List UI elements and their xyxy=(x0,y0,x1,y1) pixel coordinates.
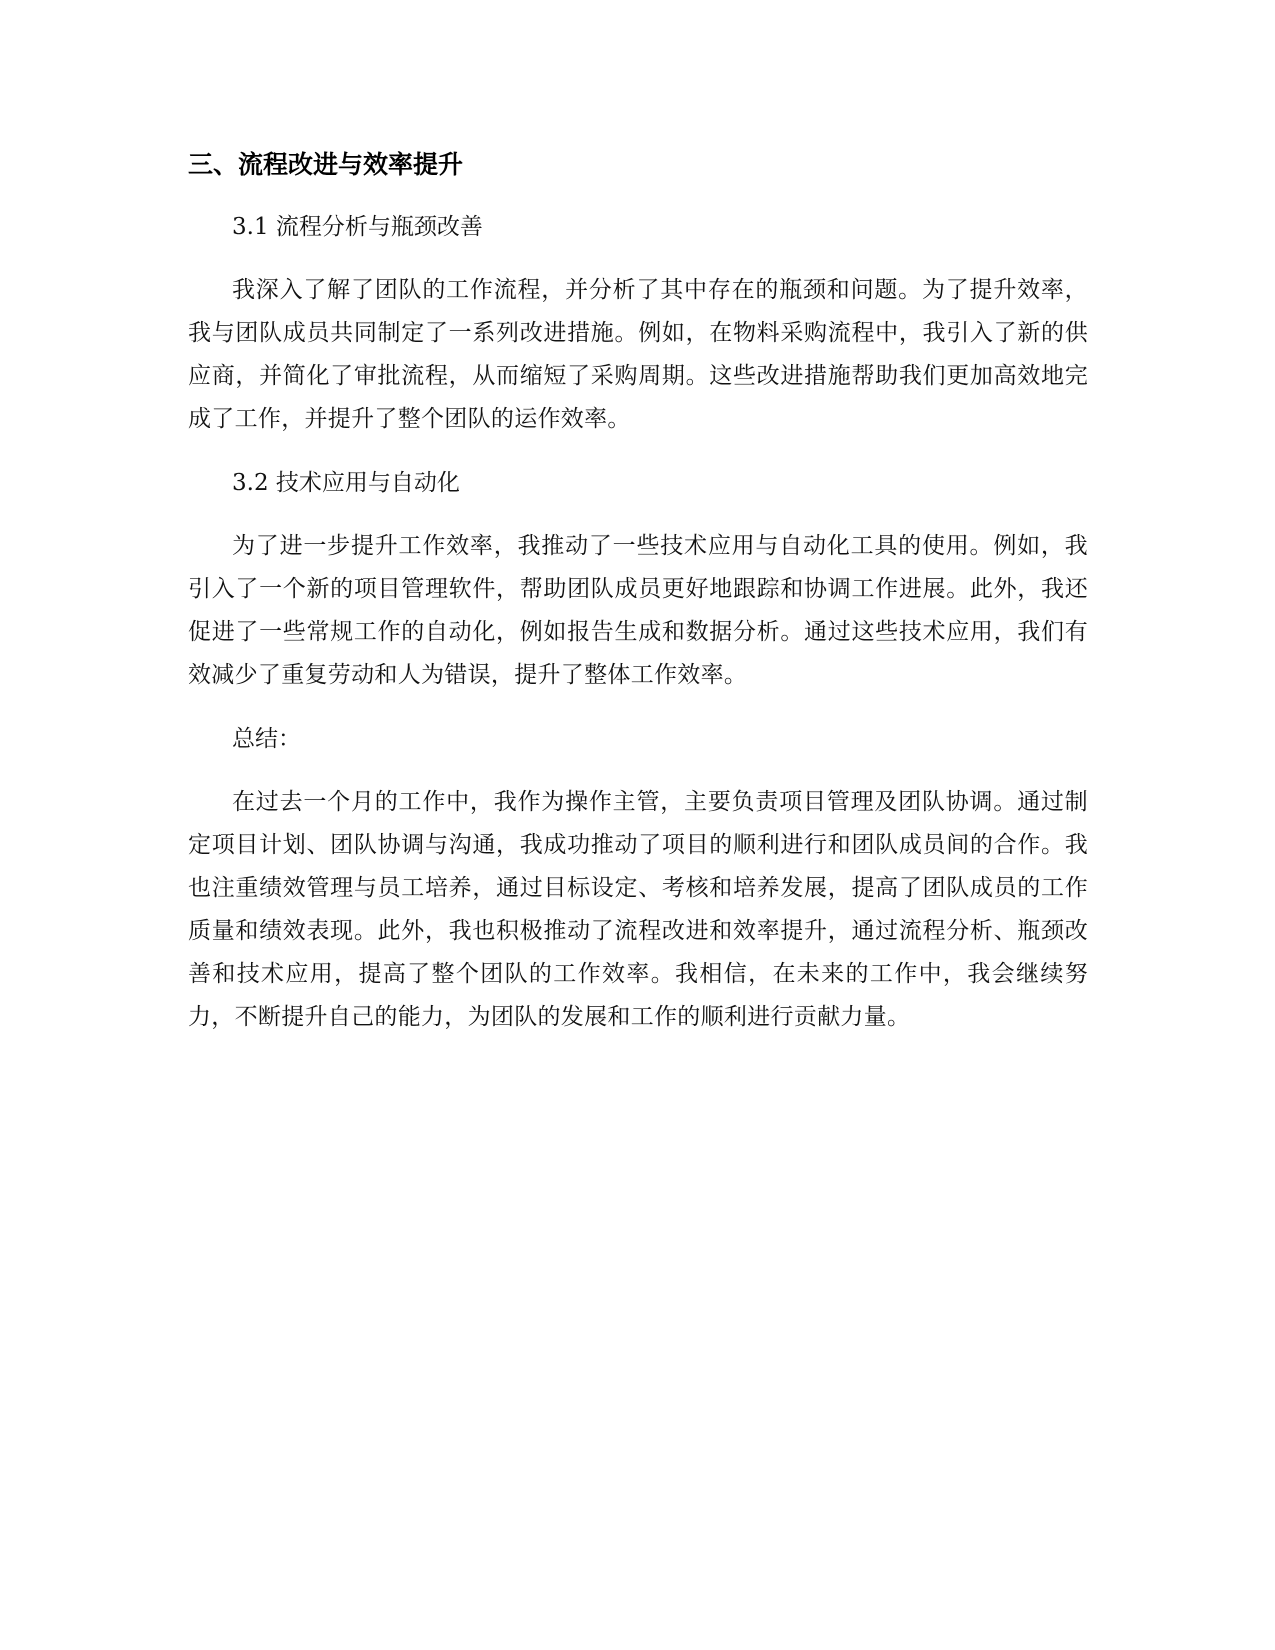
summary-title: 总结： xyxy=(232,726,301,752)
subsection-1-body: 我深入了解了团队的工作流程，并分析了其中存在的瓶颈和问题。为了提升效率，我与团队成员共同制定了一系列改进措施。例如，在物料采购流程中，我引入了新的供应商，并简化了审批流程，从而缩短了采购周期。这些改进措施帮助我们更加高效地完成了工作，并提升了整个团队的运作效率。 xyxy=(188,277,1088,432)
subsection-1-title: 3.1 流程分析与瓶颈改善 xyxy=(232,214,483,240)
subsection-2-title: 3.2 技术应用与自动化 xyxy=(232,470,460,496)
summary-body: 在过去一个月的工作中，我作为操作主管，主要负责项目管理及团队协调。通过制定项目计划、团队协调与沟通，我成功推动了项目的顺利进行和团队成员间的合作。我也注重绩效管理与员工培养，通过目标设定、考核和培养发展，提高了团队成员的工作质量和绩效表现。此外，我也积极推动了流程改进和效率提升，通过流程分析、瓶颈改善和技术应用，提高了整个团队的工作效率。我相信，在未来的工作中，我会继续努力，不断提升自己的能力，为团队的发展和工作的顺利进行贡献力量。 xyxy=(188,789,1088,1030)
subsection-2-body: 为了进一步提升工作效率，我推动了一些技术应用与自动化工具的使用。例如，我引入了一个新的项目管理软件，帮助团队成员更好地跟踪和协调工作进展。此外，我还促进了一些常规工作的自动化，例如报告生成和数据分析。通过这些技术应用，我们有效减少了重复劳动和人为错误，提升了整体工作效率。 xyxy=(188,533,1088,688)
section-heading: 三、流程改进与效率提升 xyxy=(188,150,464,179)
document-page xyxy=(188,145,1088,1061)
